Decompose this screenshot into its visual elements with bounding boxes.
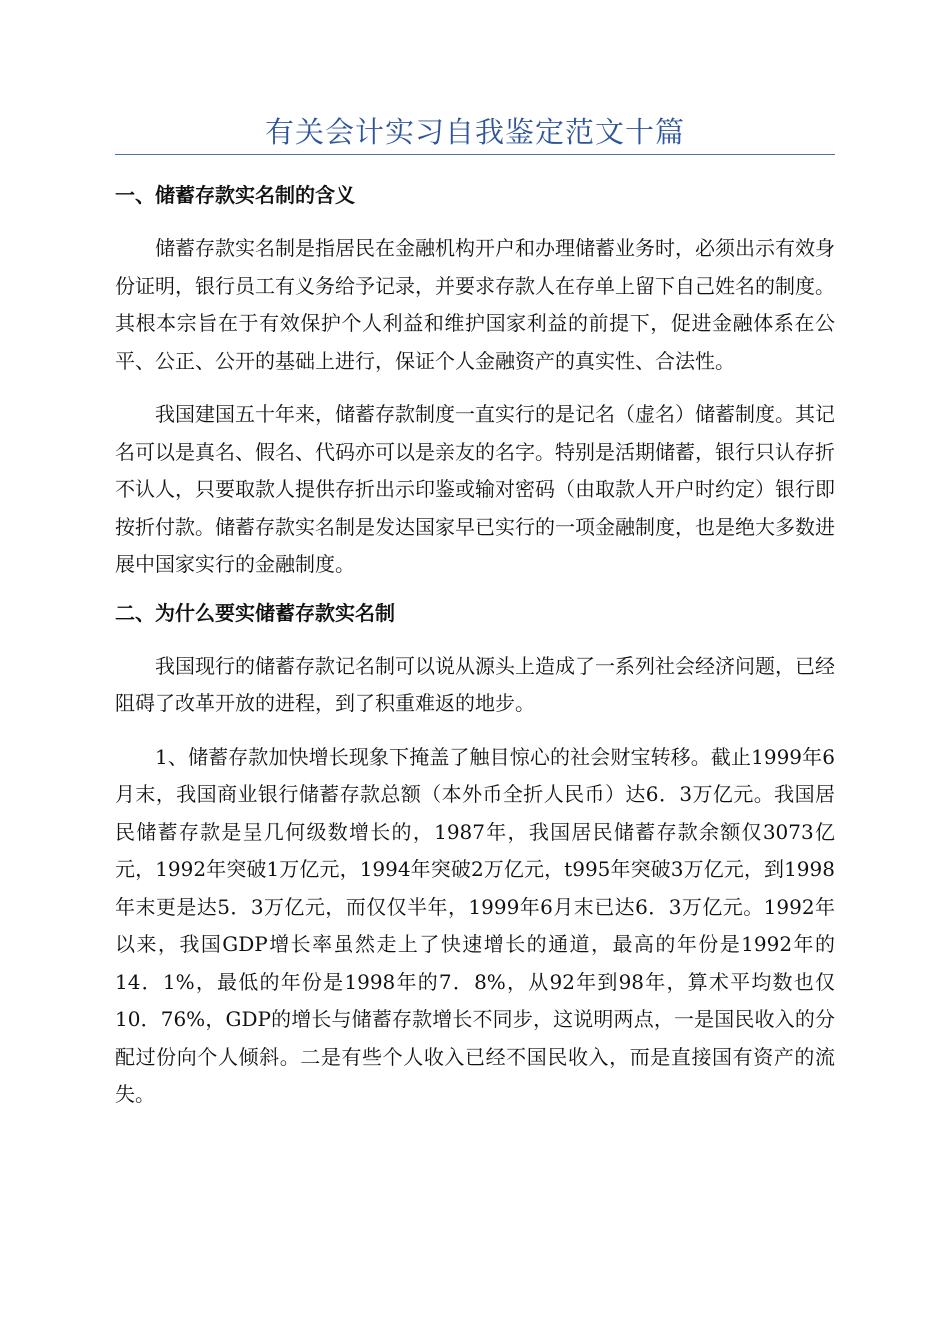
document-body xyxy=(115,176,835,1114)
section-1-paragraph-1: 储蓄存款实名制是指居民在金融机构开户和办理储蓄业务时，必须出示有效身份证明，银行员工有义务给予记录，并要求存款人在存单上留下自己姓名的制度。其根本宗旨在于有效保护个人利益和维护国家利益的前提下，促进金融体系在公平、公正、公开的基础上进行，保证个人金融资产的真实性、合法性。 xyxy=(115,236,835,373)
section-heading-2: 二、为什么要实储蓄存款实名制 xyxy=(115,600,395,625)
section-1-paragraph-2: 我国建国五十年来，储蓄存款制度一直实行的是记名（虚名）储蓄制度。其记名可以是真名、假名、代码亦可以是亲友的名字。特别是活期储蓄，银行只认存折不认人，只要取款人提供存折出示印鉴或输对密码（由取款人开户时约定）银行即按折付款。储蓄存款实名制是发达国家早已实行的一项金融制度，也是绝大多数进展中国家实行的金融制度。 xyxy=(115,402,835,576)
section-heading-1: 一、储蓄存款实名制的含义 xyxy=(115,183,355,207)
section-2-paragraph-2: 1、储蓄存款加快增长现象下掩盖了触目惊心的社会财宝转移。截止1999年6月末，我国商业银行储蓄存款总额（本外币全折人民币）达6．3万亿元。我国居民储蓄存款是呈几何级数增长的，1987年，我国居民储蓄存款余额仅3073亿元，1992年突破1万亿元，1994年突破2万亿元，t995年突破3万亿元，到1998年末更是达5．3万亿元，而仅仅半年，1999年6月末已达6．3万亿元。1992年以来，我国GDP增长率虽然走上了快速增长的通道，最高的年份是1992年的14．1%，最低的年份是1998年的7．8%，从92年到98年，算术平均数也仅10．76%，GDP的增长与储蓄存款增长不同步，这说明两点，一是国民收入的分配过份向个人倾斜。二是有些个人收入已经不国民收入，而是直接国有资产的流失。 xyxy=(115,744,835,1106)
document-title: 有关会计实习自我鉴定范文十篇 xyxy=(264,115,685,149)
section-2-paragraph-1: 我国现行的储蓄存款记名制可以说从源头上造成了一系列社会经济问题，已经阻碍了改革开放的进程，到了积重难返的地步。 xyxy=(115,653,835,715)
title-underline xyxy=(115,154,835,155)
